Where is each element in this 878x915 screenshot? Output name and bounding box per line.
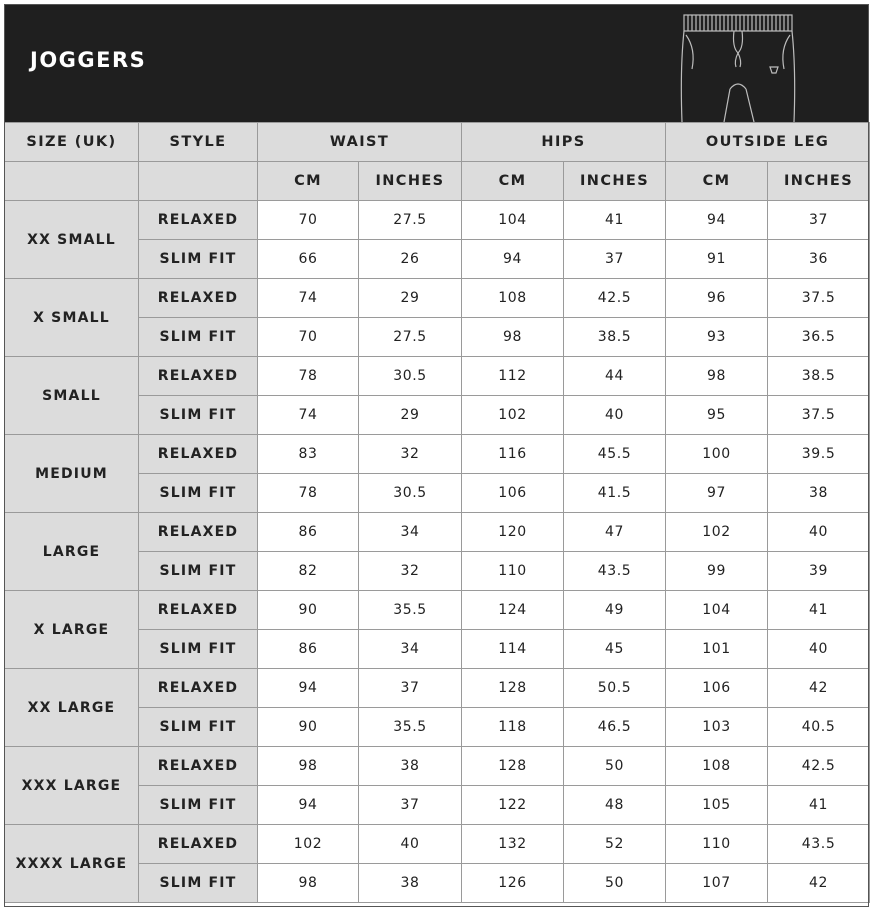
measurement-cell: 30.5 <box>359 357 462 396</box>
measurement-cell: 99 <box>666 552 768 591</box>
measurement-cell: 116 <box>462 435 564 474</box>
measurement-cell: 118 <box>462 708 564 747</box>
measurement-cell: 42 <box>768 669 870 708</box>
style-label: RELAXED <box>139 357 258 396</box>
measurement-cell: 37 <box>768 201 870 240</box>
style-label: SLIM FIT <box>139 864 258 903</box>
measurement-cell: 32 <box>359 435 462 474</box>
measurement-cell: 74 <box>258 396 359 435</box>
measurement-cell: 40 <box>768 513 870 552</box>
measurement-cell: 50.5 <box>564 669 666 708</box>
measurement-cell: 102 <box>462 396 564 435</box>
measurement-cell: 101 <box>666 630 768 669</box>
measurement-cell: 126 <box>462 864 564 903</box>
measurement-cell: 38.5 <box>564 318 666 357</box>
measurement-cell: 132 <box>462 825 564 864</box>
measurement-cell: 106 <box>462 474 564 513</box>
measurement-cell: 27.5 <box>359 201 462 240</box>
measurement-cell: 104 <box>666 591 768 630</box>
measurement-cell: 39 <box>768 552 870 591</box>
style-label: RELAXED <box>139 201 258 240</box>
header-style: STYLE <box>139 123 258 162</box>
header-hips: HIPS <box>462 123 666 162</box>
header-leg-inches: INCHES <box>768 162 870 201</box>
style-label: RELAXED <box>139 825 258 864</box>
measurement-cell: 98 <box>258 864 359 903</box>
size-label: LARGE <box>5 513 139 591</box>
style-label: SLIM FIT <box>139 240 258 279</box>
style-label: RELAXED <box>139 513 258 552</box>
measurement-cell: 37 <box>359 786 462 825</box>
measurement-cell: 27.5 <box>359 318 462 357</box>
measurement-cell: 43.5 <box>768 825 870 864</box>
measurement-cell: 43.5 <box>564 552 666 591</box>
measurement-cell: 38 <box>359 747 462 786</box>
measurement-cell: 41.5 <box>564 474 666 513</box>
measurement-cell: 29 <box>359 396 462 435</box>
measurement-cell: 90 <box>258 591 359 630</box>
measurement-cell: 74 <box>258 279 359 318</box>
measurement-cell: 41 <box>768 786 870 825</box>
measurement-cell: 128 <box>462 747 564 786</box>
measurement-cell: 50 <box>564 747 666 786</box>
size-label: X LARGE <box>5 591 139 669</box>
measurement-cell: 35.5 <box>359 591 462 630</box>
style-label: RELAXED <box>139 435 258 474</box>
measurement-cell: 40 <box>768 630 870 669</box>
measurement-cell: 105 <box>666 786 768 825</box>
style-label: RELAXED <box>139 591 258 630</box>
measurement-cell: 114 <box>462 630 564 669</box>
measurement-cell: 38 <box>359 864 462 903</box>
measurement-cell: 98 <box>258 747 359 786</box>
measurement-cell: 32 <box>359 552 462 591</box>
measurement-cell: 98 <box>666 357 768 396</box>
measurement-cell: 52 <box>564 825 666 864</box>
measurement-cell: 108 <box>462 279 564 318</box>
measurement-cell: 36.5 <box>768 318 870 357</box>
size-label: XXXX LARGE <box>5 825 139 903</box>
measurement-cell: 102 <box>666 513 768 552</box>
measurement-cell: 78 <box>258 357 359 396</box>
style-label: SLIM FIT <box>139 786 258 825</box>
measurement-cell: 100 <box>666 435 768 474</box>
measurement-cell: 37.5 <box>768 279 870 318</box>
measurement-cell: 112 <box>462 357 564 396</box>
size-label: MEDIUM <box>5 435 139 513</box>
measurement-cell: 106 <box>666 669 768 708</box>
style-label: SLIM FIT <box>139 396 258 435</box>
measurement-cell: 70 <box>258 318 359 357</box>
measurement-cell: 102 <box>258 825 359 864</box>
size-label: SMALL <box>5 357 139 435</box>
measurement-cell: 44 <box>564 357 666 396</box>
measurement-cell: 37 <box>564 240 666 279</box>
size-label: XXX LARGE <box>5 747 139 825</box>
style-label: SLIM FIT <box>139 630 258 669</box>
measurement-cell: 110 <box>462 552 564 591</box>
measurement-cell: 110 <box>666 825 768 864</box>
measurement-cell: 45 <box>564 630 666 669</box>
style-label: SLIM FIT <box>139 552 258 591</box>
measurement-cell: 29 <box>359 279 462 318</box>
size-label: XX LARGE <box>5 669 139 747</box>
measurement-cell: 66 <box>258 240 359 279</box>
header-hips-cm: CM <box>462 162 564 201</box>
style-label: SLIM FIT <box>139 474 258 513</box>
measurement-cell: 86 <box>258 630 359 669</box>
page-title: JOGGERS <box>30 48 147 72</box>
measurement-cell: 47 <box>564 513 666 552</box>
style-label: SLIM FIT <box>139 708 258 747</box>
measurement-cell: 41 <box>768 591 870 630</box>
size-label: XX SMALL <box>5 201 139 279</box>
measurement-cell: 91 <box>666 240 768 279</box>
measurement-cell: 50 <box>564 864 666 903</box>
measurement-cell: 103 <box>666 708 768 747</box>
measurement-cell: 124 <box>462 591 564 630</box>
measurement-cell: 34 <box>359 513 462 552</box>
measurement-cell: 40 <box>564 396 666 435</box>
measurement-cell: 98 <box>462 318 564 357</box>
size-label: X SMALL <box>5 279 139 357</box>
measurement-cell: 45.5 <box>564 435 666 474</box>
measurement-cell: 94 <box>258 786 359 825</box>
header-waist: WAIST <box>258 123 462 162</box>
measurement-cell: 94 <box>462 240 564 279</box>
measurement-cell: 37 <box>359 669 462 708</box>
measurement-cell: 93 <box>666 318 768 357</box>
measurement-cell: 49 <box>564 591 666 630</box>
measurement-cell: 95 <box>666 396 768 435</box>
measurement-cell: 34 <box>359 630 462 669</box>
measurement-cell: 42.5 <box>564 279 666 318</box>
measurement-cell: 48 <box>564 786 666 825</box>
measurement-cell: 96 <box>666 279 768 318</box>
measurement-cell: 107 <box>666 864 768 903</box>
chart-frame <box>4 4 869 907</box>
header-waist-inches: INCHES <box>359 162 462 201</box>
measurement-cell: 97 <box>666 474 768 513</box>
header-size: SIZE (UK) <box>5 123 139 162</box>
measurement-cell: 42.5 <box>768 747 870 786</box>
style-label: SLIM FIT <box>139 318 258 357</box>
measurement-cell: 86 <box>258 513 359 552</box>
measurement-cell: 35.5 <box>359 708 462 747</box>
measurement-cell: 104 <box>462 201 564 240</box>
measurement-cell: 94 <box>258 669 359 708</box>
measurement-cell: 83 <box>258 435 359 474</box>
measurement-cell: 42 <box>768 864 870 903</box>
measurement-cell: 128 <box>462 669 564 708</box>
header-hips-inches: INCHES <box>564 162 666 201</box>
style-label: RELAXED <box>139 279 258 318</box>
measurement-cell: 46.5 <box>564 708 666 747</box>
measurement-cell: 90 <box>258 708 359 747</box>
measurement-cell: 37.5 <box>768 396 870 435</box>
header-outside-leg: OUTSIDE LEG <box>666 123 870 162</box>
measurement-cell: 39.5 <box>768 435 870 474</box>
measurement-cell: 38 <box>768 474 870 513</box>
measurement-cell: 120 <box>462 513 564 552</box>
measurement-cell: 108 <box>666 747 768 786</box>
measurement-cell: 26 <box>359 240 462 279</box>
measurement-cell: 122 <box>462 786 564 825</box>
measurement-cell: 78 <box>258 474 359 513</box>
measurement-cell: 94 <box>666 201 768 240</box>
style-label: RELAXED <box>139 747 258 786</box>
measurement-cell: 82 <box>258 552 359 591</box>
header-waist-cm: CM <box>258 162 359 201</box>
header-leg-cm: CM <box>666 162 768 201</box>
measurement-cell: 36 <box>768 240 870 279</box>
style-label: RELAXED <box>139 669 258 708</box>
measurement-cell: 38.5 <box>768 357 870 396</box>
measurement-cell: 41 <box>564 201 666 240</box>
measurement-cell: 30.5 <box>359 474 462 513</box>
measurement-cell: 40 <box>359 825 462 864</box>
measurement-cell: 70 <box>258 201 359 240</box>
measurement-cell: 40.5 <box>768 708 870 747</box>
